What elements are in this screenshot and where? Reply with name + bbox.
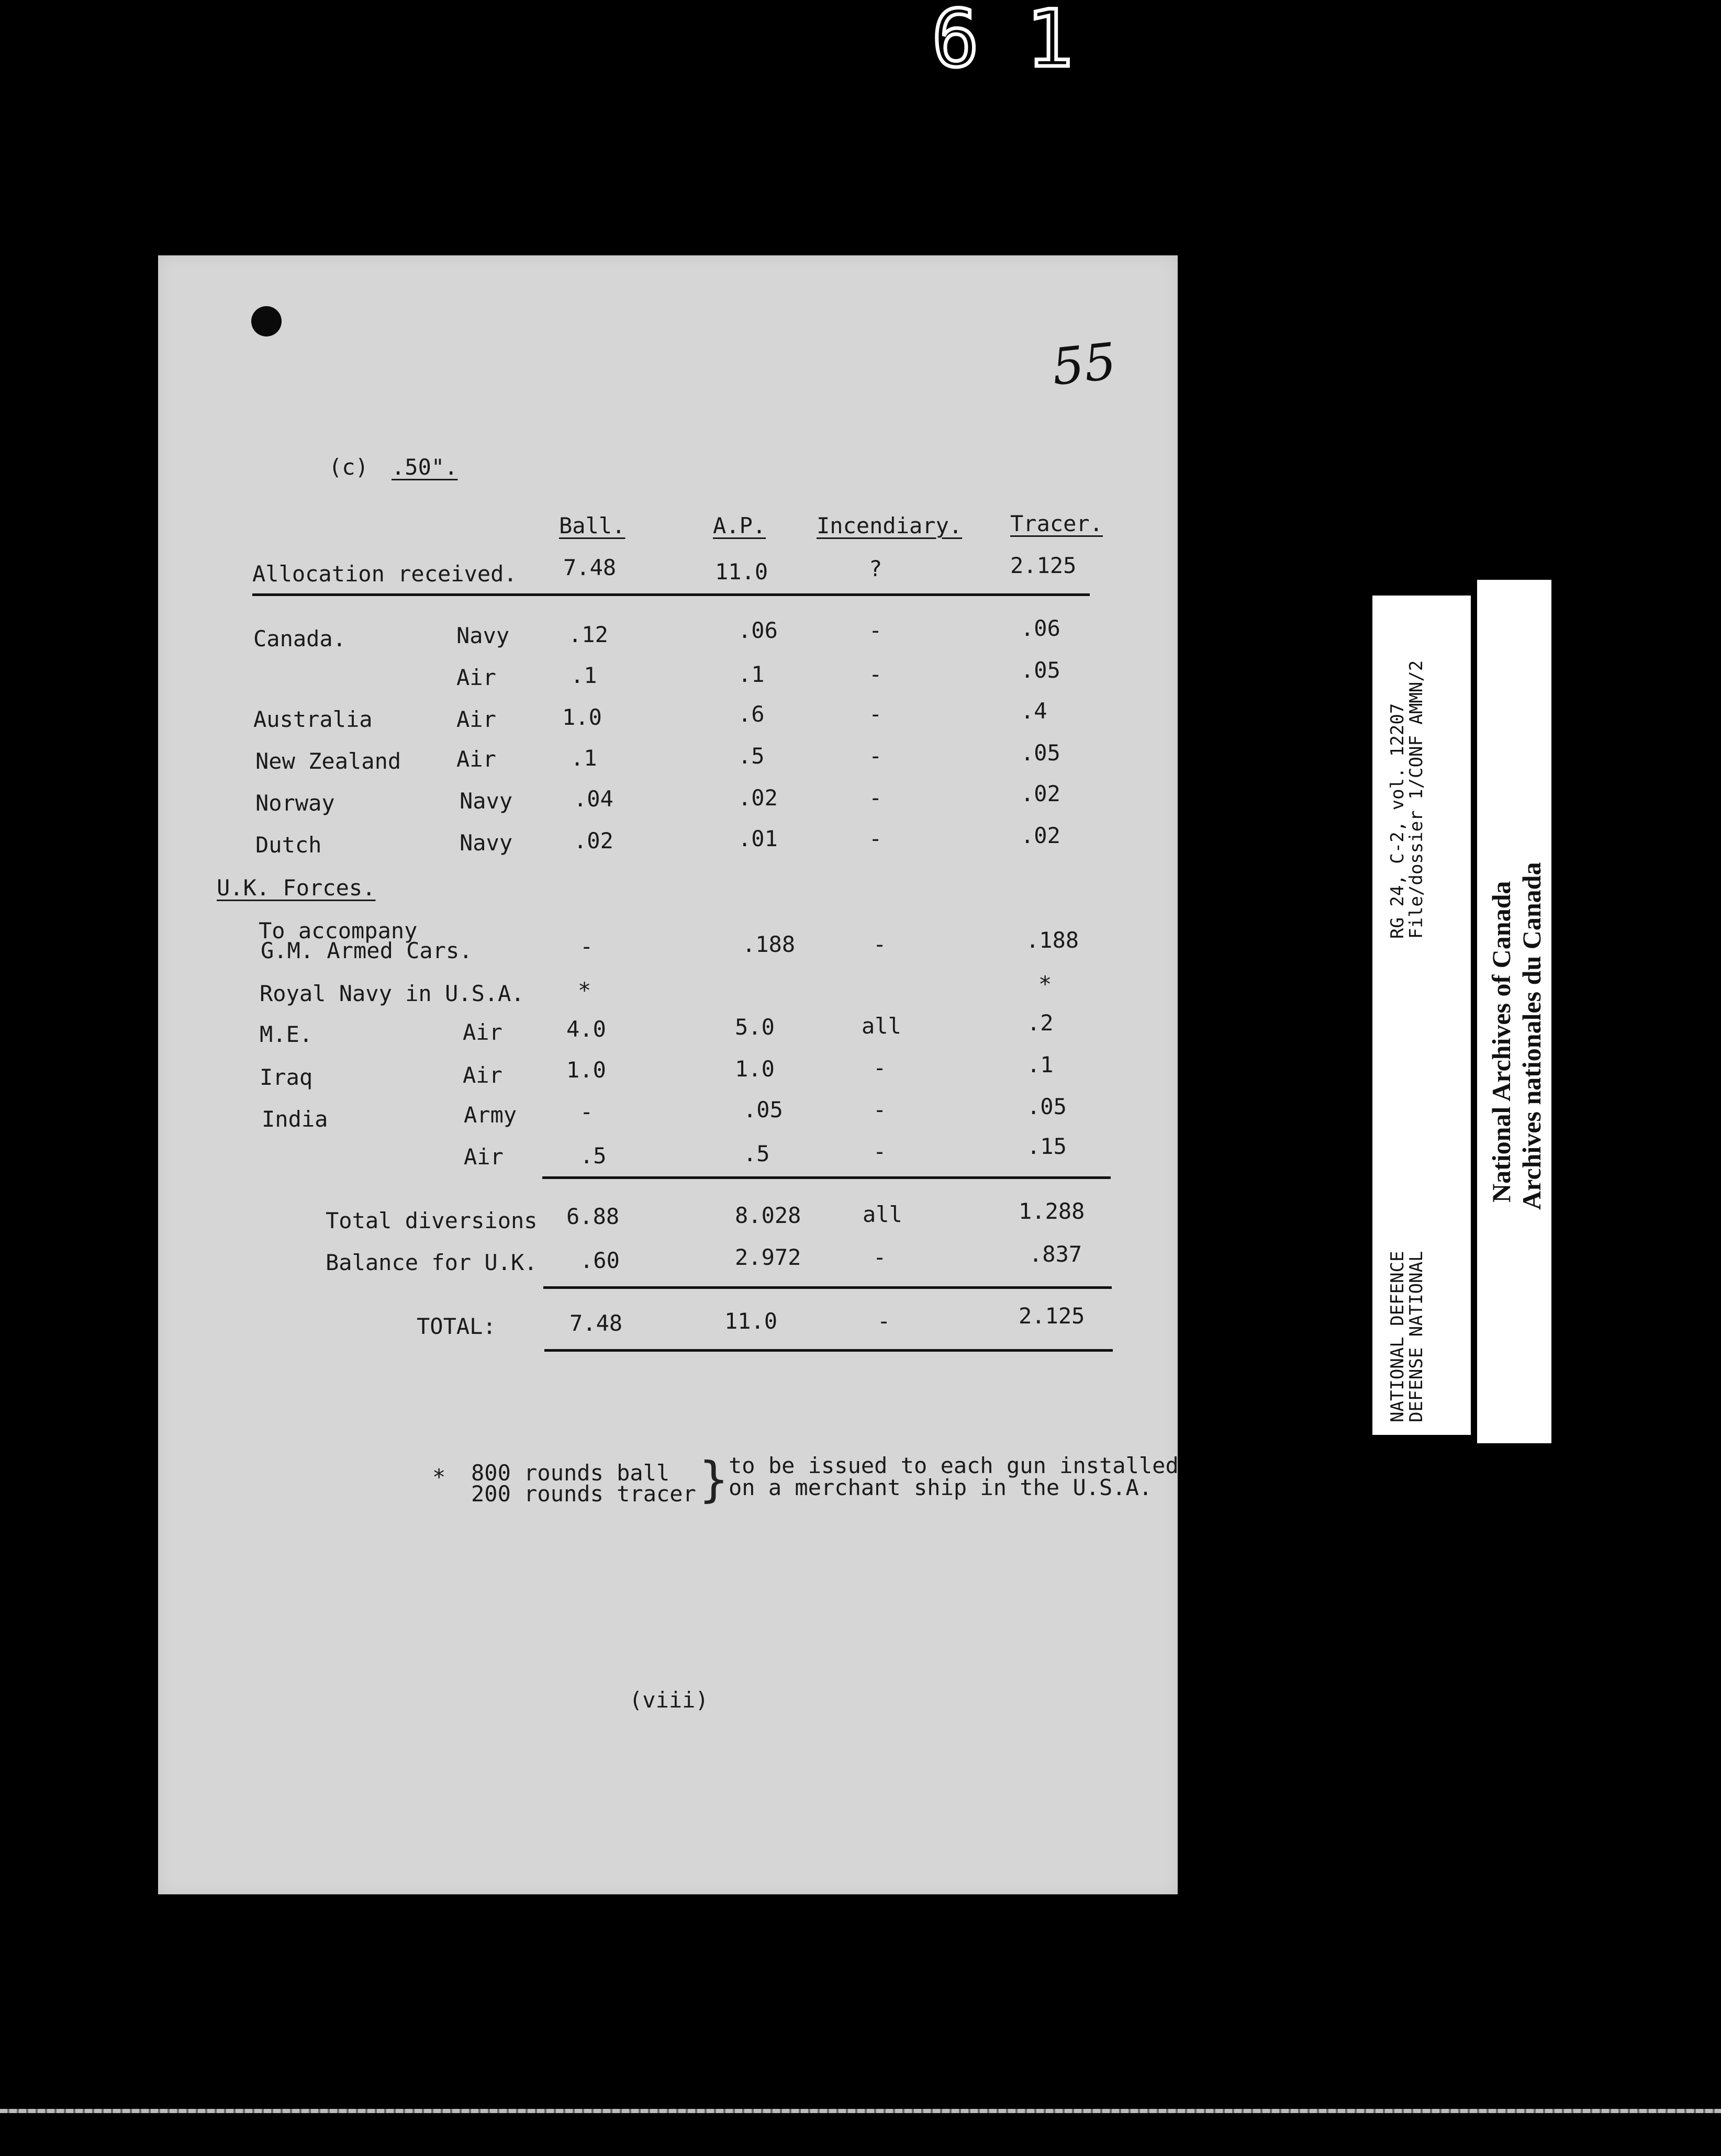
uk-row-tracer: .15	[1027, 1133, 1067, 1159]
total-label: TOTAL:	[417, 1313, 496, 1339]
national-defence-label	[1372, 596, 1471, 1435]
section-label: (c)	[329, 454, 368, 480]
divider-line	[543, 1286, 1112, 1289]
total-diversions-tracer: 1.288	[1019, 1198, 1085, 1224]
defence-line1: NATIONAL DEFENCE	[1387, 1251, 1408, 1422]
uk-row-ap: .05	[743, 1097, 783, 1122]
caliber-heading: .50".	[392, 454, 458, 480]
allocation-tracer: 2.125	[1010, 553, 1077, 578]
allocation-label: Allocation received.	[252, 561, 517, 587]
row-ap: .6	[738, 701, 765, 727]
row-tracer: .06	[1021, 615, 1060, 641]
balance-uk-incendiary: -	[873, 1244, 887, 1270]
footnote-right-line2: on a merchant ship in the U.S.A.	[729, 1475, 1153, 1500]
uk-row-tracer: *	[1038, 971, 1052, 997]
row-ap: .5	[738, 743, 765, 769]
uk-row-service: Air	[463, 1062, 502, 1088]
divider-line	[544, 1349, 1113, 1352]
film-edge-line	[0, 2109, 1721, 2113]
row-ball: .1	[571, 745, 597, 771]
uk-row-name: India	[262, 1106, 328, 1132]
balance-uk-ball: .60	[580, 1248, 620, 1273]
archives-line2: Archives nationales du Canada	[1517, 862, 1546, 1210]
defence-line2: DEFENSE NATIONAL	[1406, 1251, 1427, 1422]
uk-row-ball: 4.0	[566, 1016, 606, 1042]
row-ball: 1.0	[562, 704, 602, 730]
allocation-incendiary: ?	[869, 556, 882, 581]
uk-row-ap: .188	[742, 931, 796, 957]
total-ball: 7.48	[569, 1310, 623, 1336]
row-tracer: .4	[1021, 698, 1047, 724]
row-incendiary: -	[869, 617, 882, 643]
row-ap: .1	[738, 661, 765, 687]
footnote-mark: *	[432, 1464, 446, 1490]
row-service: Air	[456, 665, 496, 690]
row-tracer: .05	[1021, 657, 1060, 683]
uk-row-service: Air	[464, 1144, 504, 1170]
uk-row-name: To accompany	[259, 918, 418, 944]
total-incendiary: -	[877, 1308, 891, 1334]
archives-line1: National Archives of Canada	[1487, 881, 1516, 1203]
row-incendiary: -	[869, 701, 882, 727]
footnote-left-line2: 200 rounds tracer	[471, 1481, 696, 1507]
row-ball: .02	[574, 828, 613, 854]
row-service: Navy	[460, 830, 513, 856]
uk-row-name: G.M. Armed Cars.	[261, 938, 473, 963]
row-country: New Zealand	[255, 748, 401, 774]
col-header-ball: Ball.	[559, 513, 625, 538]
uk-row-tracer: .05	[1027, 1094, 1067, 1119]
uk-row-ball: *	[578, 978, 591, 1003]
uk-row-incendiary: -	[873, 1097, 887, 1122]
frame-number: 61	[932, 0, 1121, 85]
row-service: Air	[456, 746, 496, 772]
uk-row-ap: 5.0	[735, 1014, 775, 1040]
divider-line	[252, 593, 1090, 596]
uk-row-ball: .5	[580, 1143, 607, 1169]
balance-uk-tracer: .837	[1029, 1241, 1082, 1267]
uk-row-name: Iraq	[260, 1064, 313, 1090]
divider-line	[542, 1176, 1111, 1179]
row-ball: .1	[571, 662, 597, 688]
uk-row-incendiary: -	[873, 1055, 887, 1081]
national-archives-label	[1477, 580, 1551, 1443]
col-header-tracer: Tracer.	[1010, 511, 1103, 536]
page-number: (viii)	[629, 1687, 709, 1713]
uk-row-service: Army	[464, 1102, 517, 1128]
total-ap: 11.0	[724, 1308, 778, 1334]
col-header-ap: A.P.	[713, 513, 766, 538]
uk-row-ball: -	[580, 934, 594, 959]
archive-reference-2: File/dossier 1/CONF AMMN/2	[1406, 660, 1427, 939]
uk-row-ap: 1.0	[735, 1056, 775, 1082]
uk-row-ap: .5	[743, 1141, 770, 1166]
row-tracer: .05	[1021, 740, 1060, 766]
uk-row-incendiary: -	[873, 1139, 887, 1164]
total-diversions-label: Total diversions	[326, 1208, 538, 1233]
uk-row-ball: -	[580, 1099, 594, 1125]
uk-row-tracer: .188	[1026, 927, 1079, 953]
punch-hole	[251, 306, 282, 336]
row-ball: .04	[574, 786, 613, 812]
row-country: Dutch	[255, 832, 322, 858]
row-ap: .02	[738, 785, 778, 811]
allocation-ball: 7.48	[563, 555, 617, 580]
uk-row-name: Royal Navy in U.S.A.	[260, 981, 524, 1006]
row-country: Canada.	[253, 626, 347, 652]
total-diversions-incendiary: all	[863, 1201, 902, 1227]
total-tracer: 2.125	[1019, 1303, 1085, 1329]
balance-uk-ap: 2.972	[735, 1244, 801, 1270]
col-header-incendiary: Incendiary.	[817, 513, 963, 538]
uk-row-ball: 1.0	[566, 1057, 606, 1083]
row-service: Navy	[460, 788, 513, 814]
archive-reference-1: RG 24, C-2, vol. 12207	[1387, 703, 1408, 939]
row-service: Air	[456, 706, 496, 732]
footnote-brace: }	[699, 1452, 729, 1508]
balance-uk-label: Balance for U.K.	[326, 1250, 538, 1275]
uk-row-tracer: .2	[1027, 1010, 1054, 1036]
footnote-left-line1: 800 rounds ball	[471, 1460, 670, 1486]
uk-row-incendiary: -	[873, 931, 887, 957]
row-ap: .01	[738, 826, 778, 851]
total-diversions-ball: 6.88	[566, 1204, 620, 1229]
row-tracer: .02	[1021, 781, 1060, 806]
allocation-ap: 11.0	[715, 559, 768, 585]
footnote-right-line1: to be issued to each gun installed	[729, 1453, 1179, 1478]
row-service: Navy	[456, 623, 510, 648]
row-incendiary: -	[869, 826, 882, 851]
uk-forces-heading: U.K. Forces.	[217, 875, 376, 901]
uk-row-tracer: .1	[1027, 1052, 1054, 1077]
uk-row-service: Air	[463, 1019, 502, 1045]
row-ball: .12	[568, 622, 608, 647]
row-ap: .06	[738, 617, 778, 643]
uk-row-name: M.E.	[260, 1021, 313, 1047]
total-diversions-ap: 8.028	[735, 1203, 801, 1228]
handwritten-page-mark: 55	[1049, 331, 1119, 397]
row-tracer: .02	[1021, 823, 1060, 848]
row-incendiary: -	[869, 785, 882, 811]
row-incendiary: -	[869, 661, 882, 687]
uk-row-incendiary: all	[862, 1013, 901, 1039]
row-country: Norway	[255, 790, 335, 816]
row-incendiary: -	[869, 743, 882, 769]
row-country: Australia	[253, 706, 373, 732]
